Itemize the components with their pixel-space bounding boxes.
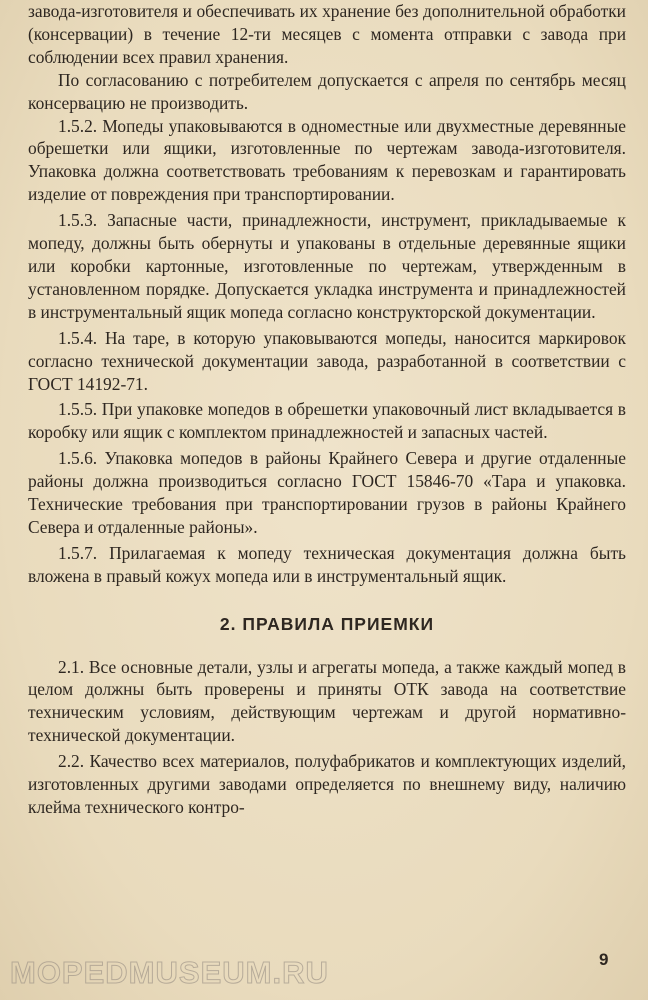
paragraph-1-5-5: 1.5.5. При упаковке мопедов в обрешетки упаковочный лист вкладывается в коробку или ящик с комплектом принадлежностей и запасных частей.: [28, 399, 626, 443]
paragraph-1-5-3: 1.5.3. Запасные части, принадлежности, инструмент, прикладываемые к мопеду, должны быть обернуты и упакованы в отдельные деревянные ящики или коробки картонные, изготовленные по чертежам, утвержденным в установленном порядке. Допускается укладка инструмента и принадлежностей в инструментальный ящик мопеда согласно конструкторской документации.: [28, 210, 626, 322]
paragraph-1-5-6: 1.5.6. Упаковка мопедов в районы Крайнего Севера и другие отдаленные районы должна производиться согласно ГОСТ 15846-70 «Тара и упаковка. Технические требования при транспортировании грузов в районы Крайнего Севера и отдаленные районы».: [28, 448, 626, 537]
paragraph-2-2: 2.2. Качество всех материалов, полуфабрикатов и комплектующих изделий, изготовленных другими заводами определяется по внешнему виду, наличию клейма технического контро-: [28, 751, 626, 817]
page-text: [28, 0, 626, 819]
paragraph-conservation: По согласованию с потребителем допускается с апреля по сентябрь месяц консервацию не производить.: [28, 69, 626, 113]
paragraph-1-5-2: 1.5.2. Мопеды упаковываются в одноместные или двухместные деревянные обрешетки или ящики, изготовленные по чертежам завода-изготовителя. Упаковка должна соответствовать требованиям к перевозкам и гарантировать изделие от повреждения при транспортировании.: [28, 115, 626, 205]
paragraph-continued: завода-изготовителя и обеспечивать их хранение без дополнительной обработки (консервации) в течение 12-ти месяцев с момента отправки с завода при соблюдении всех правил хранения.: [28, 1, 626, 67]
section-heading: 2. ПРАВИЛА ПРИЕМКИ: [219, 613, 435, 634]
watermark: MOPEDMUSEUM.RU: [10, 955, 329, 990]
page-number: 9: [599, 950, 609, 969]
paragraph-1-5-7: 1.5.7. Прилагаемая к мопеду техническая документация должна быть вложена в правый кожух мопеда или в инструментальный ящик.: [28, 542, 626, 586]
paragraph-1-5-4: 1.5.4. На таре, в которую упаковываются мопеды, наносится маркировок согласно технической документации завода, разработанной в соответствии с ГОСТ 14192-71.: [28, 327, 626, 394]
paragraph-2-1: 2.1. Все основные детали, узлы и агрегаты мопеда, а также каждый мопед в целом должны быть проверены и приняты ОТК завода на соответствие техническим условиям, действующим чертежам и другой нормативно-технической документации.: [28, 656, 626, 746]
